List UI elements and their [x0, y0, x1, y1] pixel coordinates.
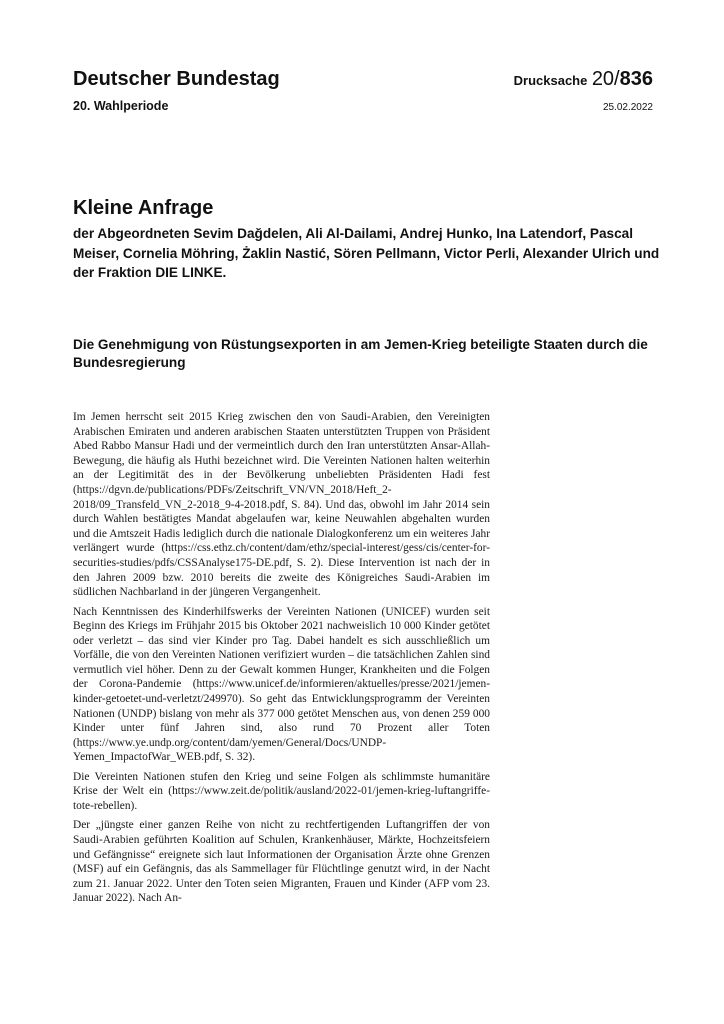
authors: der Abgeordneten Sevim Dağdelen, Ali Al-Dailami, Andrej Hunko, Ina Latendorf, Pascal Meiser, Cornelia Möhring, Żaklin Nastić, Sören Pellmann, Victor Perli, Alexander Ulrich und der Fraktion DIE LINKE. [73, 226, 660, 280]
drucksache-prefix: 20/ [591, 68, 620, 90]
drucksache-number-bold: 836 [619, 68, 653, 90]
body-text [73, 410, 490, 911]
organization-name: Deutscher Bundestag [73, 68, 280, 90]
drucksache-number-line [514, 67, 653, 93]
body-paragraph: Die Vereinten Nationen stufen den Krieg und seine Folgen als schlimmste humanitäre Krise der Welt ein (https://www.zeit.de/politik/ausland/2022-01/jemen-krieg-luftangriffe-tote-rebellen). [73, 770, 490, 813]
body-paragraph: Nach Kenntnissen des Kinderhilfswerks der Vereinten Nationen (UNICEF) wurden seit Beginn des Kriegs im Frühjahr 2015 bis Oktober 2021 nachweislich 10 000 Kinder getötet oder verletzt – das sind vier Kinder pro Tag. Dabei handelt es sich ausschließlich um Vorfälle, die von den Vereinten Nationen verifiziert wurden – die tatsächlichen Zahlen sind vermutlich viel höher. Denn zu der Gewalt kommen Hunger, Krankheiten und die Folgen der Corona-Pandemie (https://www.unicef.de/informieren/aktuelles/presse/2021/jemen-kinder-getoetet-und-verletzt/249970). So geht das Entwicklungsprogramm der Vereinten Nationen (UNDP) bislang von mehr als 377 000 getötet Menschen aus, von denen 259 000 Kinder unter fünf Jahren sind, also rund 70 Prozent aller Toten (https://www.ye.undp.org/content/dam/yemen/General/Docs/UNDP-Yemen_ImpactofWar_WEB.pdf, S. 32). [73, 605, 490, 764]
document-subject: Die Genehmigung von Rüstungsexporten in am Jemen-Krieg beteiligte Staaten durch die Bundesregierung [73, 337, 648, 370]
title-block [73, 196, 663, 283]
drucksache-block [514, 67, 653, 115]
body-paragraph: Im Jemen herrscht seit 2015 Krieg zwischen den von Saudi-Arabien, den Vereinigten Arabischen Emiraten und anderen arabischen Staaten unterstützten Truppen von Präsident Abed Rabbo Mansur Hadi und der vermeintlich durch den Iran unterstützten Ansar-Allah-Bewegung, die häufig als Huthi bezeichnet wird. Die Vereinten Nationen halten weiterhin an der Legitimität des in der Bevölkerung unbeliebten Präsidenten Hadi fest (https://dgvn.de/publications/PDFs/Zeitschrift_VN/VN_2018/Heft_2-2018/09_Transfeld_VN_2-2018_9-4-2018.pdf, S. 84). Und das, obwohl im Jahr 2014 sein durch Wahlen bestätigtes Mandat abgelaufen war, keine Neuwahlen abgehalten wurden und die Amtszeit Hadis lediglich durch die nationale Dialogkonferenz um ein weiteres Jahr verlängert wurde (https://css.ethz.ch/content/dam/ethz/special-interest/gess/cis/center-for-securities-studies/pdfs/CSSAnalyse175-DE.pdf, S. 2). Diese Intervention ist nach der in den Jahren 2009 bzw. 2010 bereits die zweite des Königreiches Saudi-Arabien im südlichen Nachbarland in der jüngeren Vergangenheit. [73, 411, 490, 599]
legislative-period: 20. Wahlperiode [73, 99, 169, 113]
body-paragraph: Der „jüngste einer ganzen Reihe von nicht zu rechtfertigenden Luftangriffen der von Saudi-Arabien geführten Koalition auf Schulen, Krankenhäuser, Märkte, Hochzeitsfeiern und Gefängnisse“ ereignete sich laut Informationen der Organisation Ärzte ohne Grenzen (MSF) auf ein Gefängnis, das als Sammellager für Flüchtlinge genutzt wird, in der Nacht zum 21. Januar 2022. Unter den Toten seien Migranten, Frauen und Kinder (AFP vom 23. Januar 2022). Nach An- [73, 819, 490, 905]
document-date: 25.02.2022 [602, 102, 653, 113]
drucksache-number [592, 68, 653, 90]
drucksache-label: Drucksache [513, 73, 588, 88]
document-type: Kleine Anfrage [73, 197, 214, 219]
document-header [73, 67, 653, 114]
